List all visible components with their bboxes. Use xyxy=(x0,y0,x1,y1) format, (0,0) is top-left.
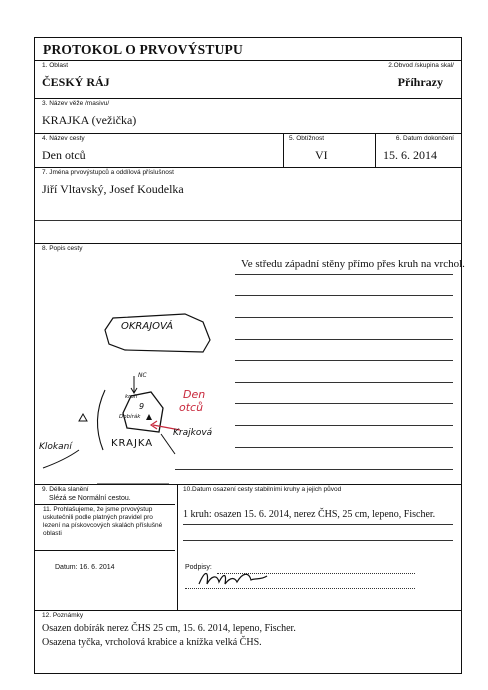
form-title: PROTOKOL O PRVOVÝSTUPU xyxy=(43,42,243,57)
blank-line xyxy=(35,220,461,221)
signature-scribble xyxy=(195,566,275,592)
completion-date-label: 6. Datum dokončení xyxy=(395,135,454,142)
triangle-icon xyxy=(146,414,152,420)
blank-line xyxy=(183,524,453,525)
krajkova-label: Krajková xyxy=(173,428,213,438)
divider xyxy=(35,484,461,485)
okrajova-outline xyxy=(105,314,210,352)
blank-line xyxy=(235,425,453,426)
signatures-label: Podpisy: xyxy=(185,564,212,571)
blank-line xyxy=(235,382,453,383)
blank-line xyxy=(235,295,453,296)
blank-line xyxy=(235,274,453,275)
first-ascent-protocol-form xyxy=(34,37,465,674)
notes-label: 12. Poznámky xyxy=(42,612,84,619)
blank-line xyxy=(235,317,453,318)
klokani-label: Klokaní xyxy=(39,442,72,452)
route-description-label: 8. Popis cesty xyxy=(42,245,83,252)
notes-line-1: Osazen dobírák nerez ČHS 25 cm, 15. 6. 2014, lepeno, Fischer. xyxy=(42,623,296,634)
terrain-arc xyxy=(97,390,105,450)
bolts-label: 10.Datum osazení cesty stabilními kruhy a jejich původ xyxy=(183,486,342,493)
kruh-label: kruh xyxy=(125,394,138,400)
divider xyxy=(35,133,461,134)
divider xyxy=(35,610,461,611)
divider xyxy=(35,60,461,61)
difficulty-label: 5. Obtížnost xyxy=(289,135,325,142)
bolts-value: 1 kruh: osazen 15. 6. 2014, nerez ČHS, 25 cm, lepeno, Fischer. xyxy=(183,509,436,520)
divider xyxy=(35,550,175,551)
nc-label: NC xyxy=(138,372,147,379)
divider xyxy=(35,167,461,168)
triangle-icon xyxy=(79,414,87,421)
den-otcu-sketch-label-2: otců xyxy=(179,401,204,414)
declaration-text: 11. Prohlašujeme, že jsme prvovýstup uskutečnili podle platných pravidel pro lezení na pískovcových skalách příslušné oblasti xyxy=(43,506,163,537)
blank-line xyxy=(235,447,453,448)
tower-value: KRAJKA (vežička) xyxy=(42,113,137,127)
completion-date-value: 15. 6. 2014 xyxy=(383,148,437,162)
climbers-value: Jiří Vltavský, Josef Koudelka xyxy=(42,182,184,196)
rappel-label: 9. Délka slanění xyxy=(42,486,89,493)
district-label: 2.Obvod /skupina skal/ xyxy=(388,62,454,69)
grade-label: 9 xyxy=(139,402,145,411)
difficulty-value: VI xyxy=(315,148,328,162)
district-value: Příhrazy xyxy=(397,75,443,89)
blank-line xyxy=(235,403,453,404)
rappel-value: Slézá se Normální cestou. xyxy=(49,495,131,502)
route-name-label: 4. Název cesty xyxy=(42,135,85,142)
area-label: 1. Oblast xyxy=(42,62,69,69)
divider xyxy=(283,133,284,167)
route-description-value: Ve středu západní stěny přímo přes kruh na vrchol. xyxy=(241,258,465,270)
krajka-label: KRAJKA xyxy=(111,438,154,449)
divider xyxy=(35,98,461,99)
okrajova-label: OKRAJOVÁ xyxy=(121,321,174,332)
den-otcu-sketch-label-1: Den xyxy=(183,388,206,401)
route-name-value: Den otců xyxy=(42,148,86,162)
divider xyxy=(375,133,376,167)
tower-label: 3. Název věže /masivu/ xyxy=(42,100,110,107)
divider xyxy=(35,504,175,505)
divider xyxy=(177,484,178,610)
area-value: ČESKÝ RÁJ xyxy=(42,75,110,89)
blank-line xyxy=(235,339,453,340)
blank-line xyxy=(183,540,453,541)
date-label: Datum: 16. 6. 2014 xyxy=(55,564,115,571)
blank-line xyxy=(235,360,453,361)
divider xyxy=(35,243,461,244)
dobirak-label: Dobírák xyxy=(119,414,141,420)
notes-line-2: Osazena tyčka, vrcholová krabice a knížka velká ČHS. xyxy=(42,637,262,648)
climbers-label: 7. Jména prvovýstupců a oddílová příslušnost xyxy=(42,169,174,176)
